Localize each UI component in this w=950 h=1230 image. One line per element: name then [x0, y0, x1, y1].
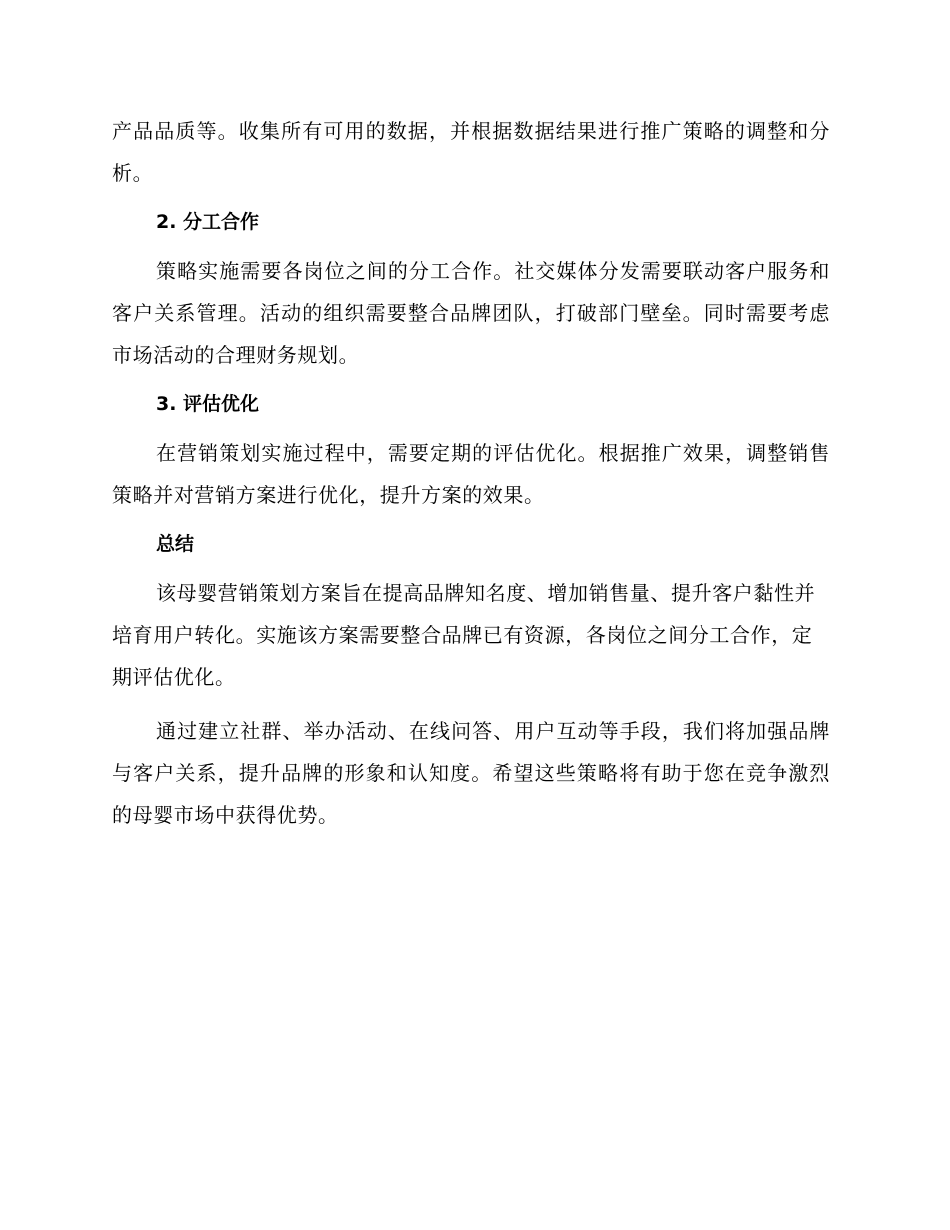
summary-paragraph-2: 通过建立社群、举办活动、在线问答、用户互动等手段，我们将加强品牌与客户关系，提升品牌的形象和认知度。希望这些策略将有助于您在竞争激烈的母婴市场中获得优势。 [112, 719, 830, 827]
section-heading-evaluation-optimization: 3. 评估优化 [156, 393, 260, 415]
division-of-labor-paragraph: 策略实施需要各岗位之间的分工合作。社交媒体分发需要联动客户服务和客户关系管理。活动的组织需要整合品牌团队，打破部门壁垒。同时需要考虑市场活动的合理财务规划。 [112, 259, 830, 367]
section-heading-division-of-labor: 2. 分工合作 [156, 211, 260, 233]
summary-paragraph-1: 该母婴营销策划方案旨在提高品牌知名度、增加销售量、提升客户黏性并培育用户转化。实施该方案需要整合品牌已有资源，各岗位之间分工合作，定期评估优化。 [112, 581, 816, 689]
intro-paragraph: 产品品质等。收集所有可用的数据，并根据数据结果进行推广策略的调整和分析。 [112, 119, 830, 185]
document-body [112, 110, 830, 836]
evaluation-optimization-paragraph: 在营销策划实施过程中，需要定期的评估优化。根据推广效果，调整销售策略并对营销方案进行优化，提升方案的效果。 [112, 441, 830, 507]
section-heading-summary: 总结 [156, 533, 195, 555]
